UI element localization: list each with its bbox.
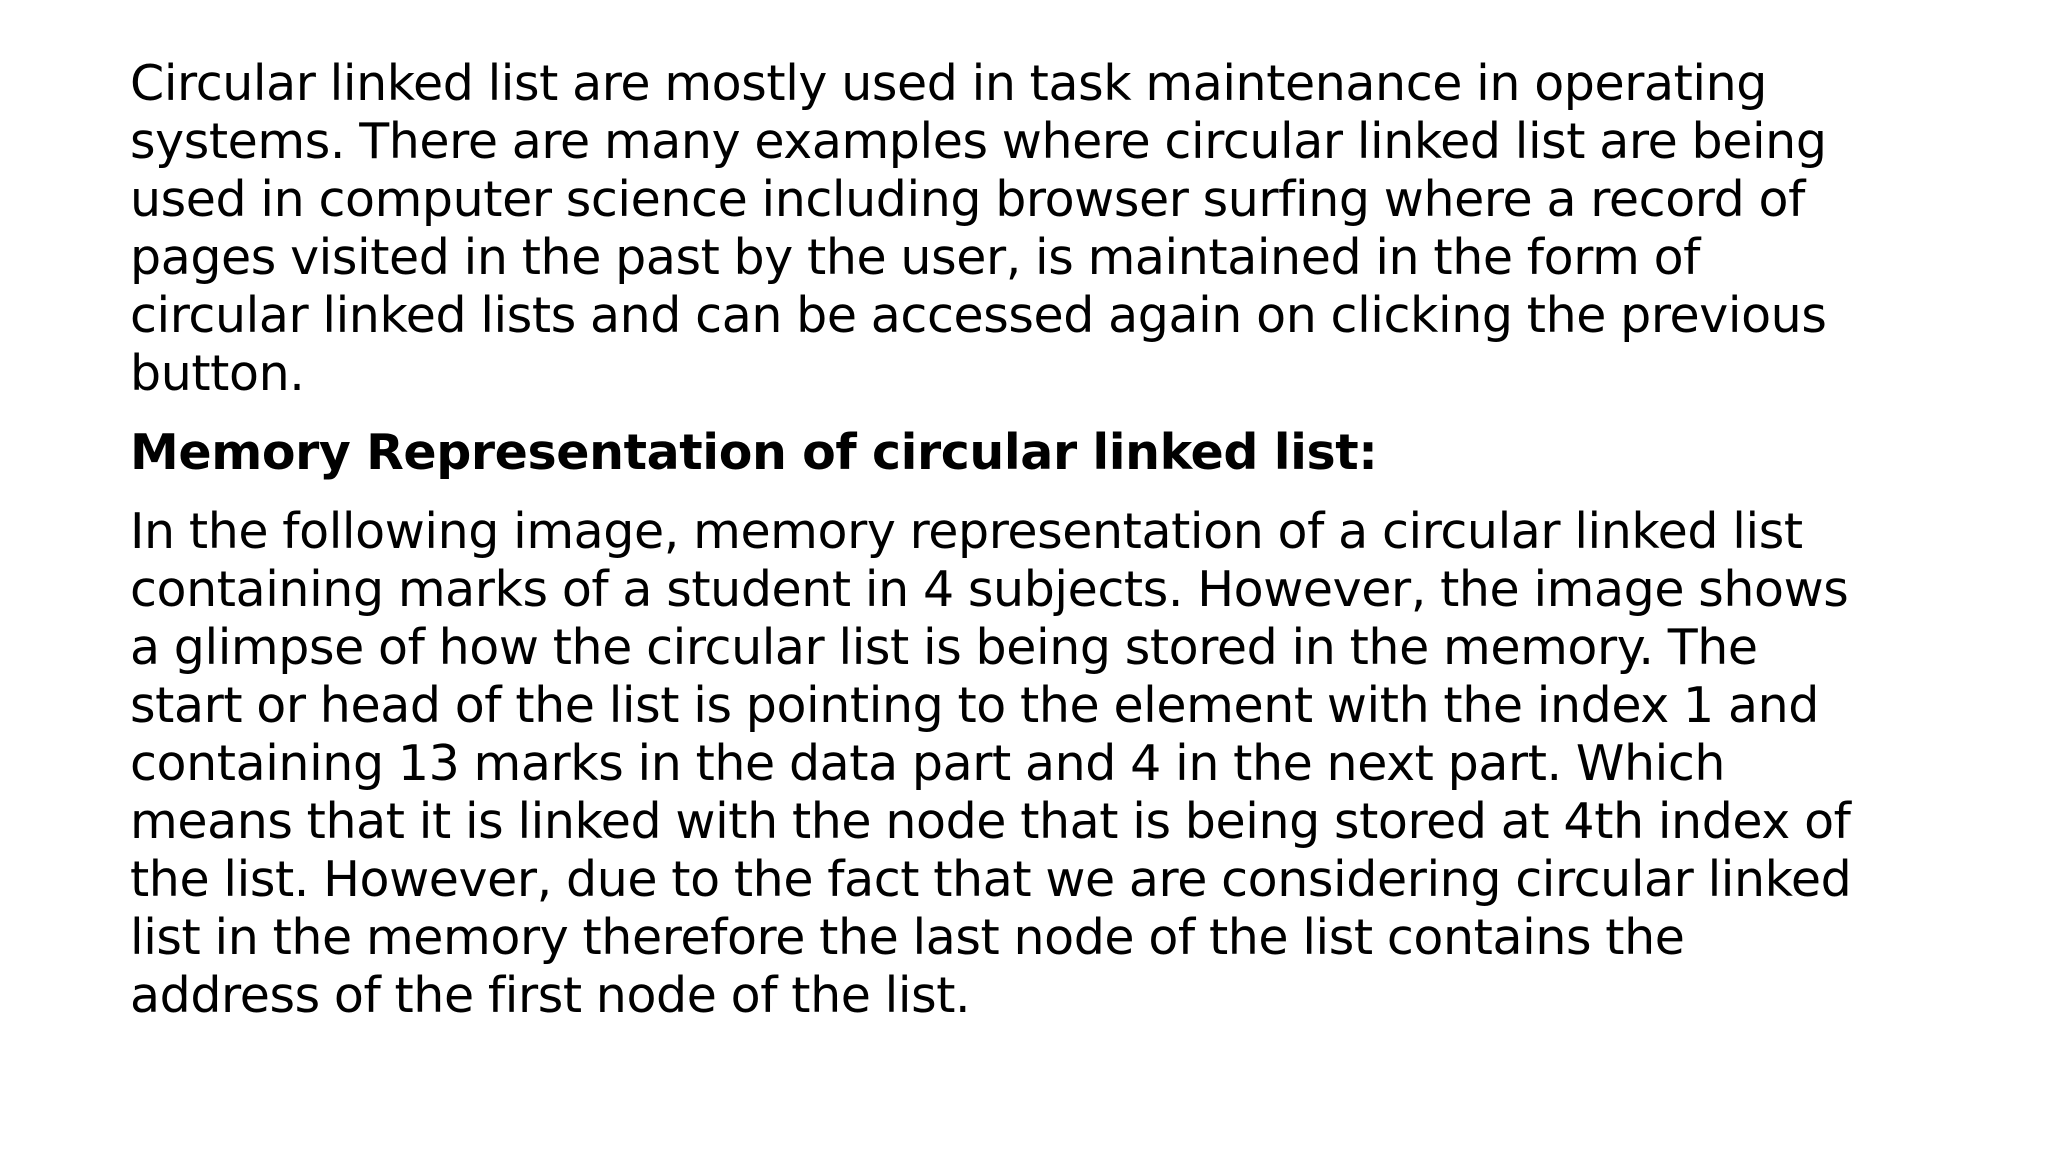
paragraph-line: containing 13 marks in the data part and 4 in the next part. Which	[130, 735, 1726, 792]
paragraph-line: used in computer science including browser surfing where a record of	[130, 171, 1805, 228]
memory-paragraph	[130, 503, 1950, 1025]
paragraph-line: button.	[130, 345, 305, 402]
paragraph-line: containing marks of a student in 4 subjects. However, the image shows	[130, 561, 1849, 618]
paragraph-line: systems. There are many examples where circular linked list are being	[130, 113, 1827, 170]
paragraph-line: a glimpse of how the circular list is being stored in the memory. The	[130, 619, 1758, 676]
section-heading: Memory Representation of circular linked list:	[130, 424, 1378, 481]
paragraph-line: In the following image, memory representation of a circular linked list	[130, 503, 1803, 560]
paragraph-line: means that it is linked with the node that is being stored at 4th index of	[130, 793, 1851, 850]
paragraph-line: start or head of the list is pointing to the element with the index 1 and	[130, 677, 1819, 734]
paragraph-line: Circular linked list are mostly used in task maintenance in operating	[130, 55, 1767, 112]
paragraph-line: the list. However, due to the fact that we are considering circular linked	[130, 851, 1852, 908]
paragraph-line: address of the first node of the list.	[130, 967, 971, 1024]
intro-paragraph	[130, 55, 1950, 403]
paragraph-line: circular linked lists and can be accessed again on clicking the previous	[130, 287, 1827, 344]
paragraph-line: pages visited in the past by the user, is maintained in the form of	[130, 229, 1701, 286]
slide-content	[130, 55, 1950, 1025]
paragraph-line: list in the memory therefore the last node of the list contains the	[130, 909, 1685, 966]
